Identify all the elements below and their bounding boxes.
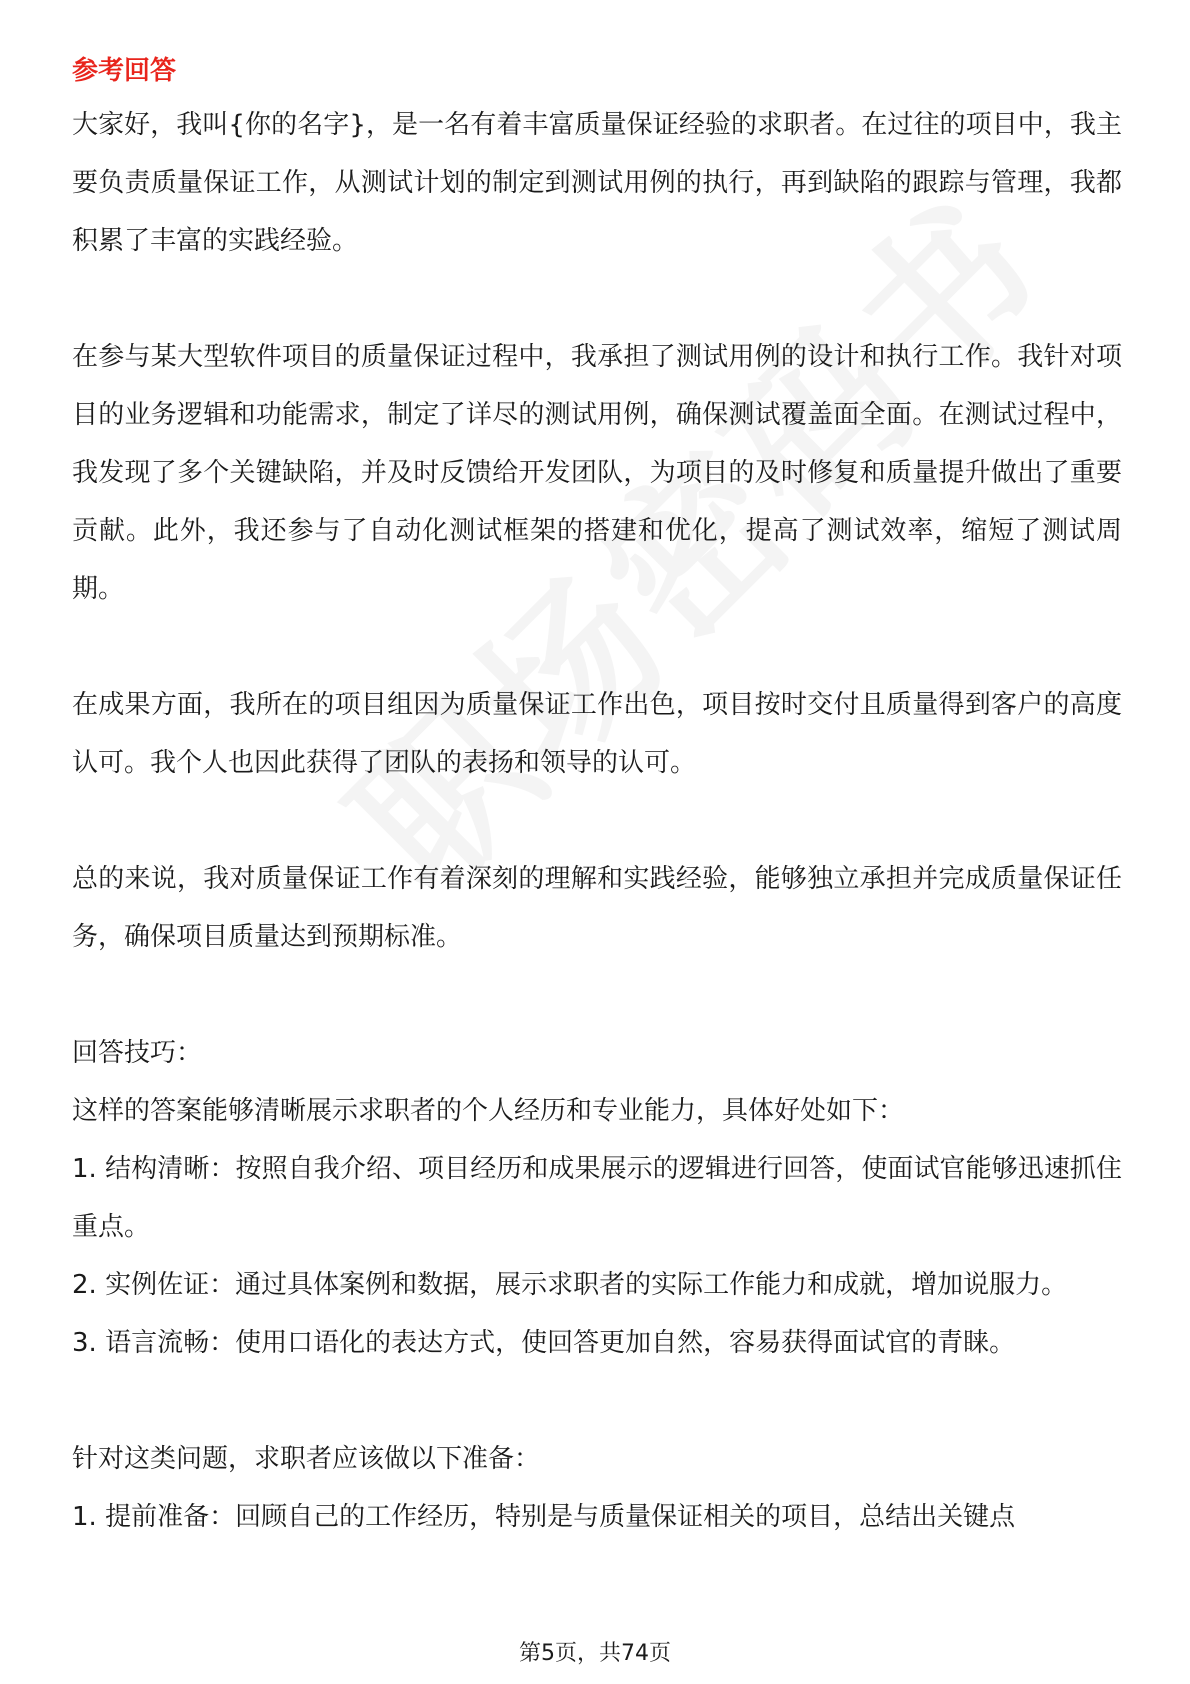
page-number: 第5页，共74页: [519, 1641, 671, 1666]
prep-intro: 针对这类问题，求职者应该做以下准备：: [72, 1444, 541, 1474]
answer-paragraph: 在参与某大型软件项目的质量保证过程中，我承担了测试用例的设计和执行工作。我针对项目的业务逻辑和功能需求，制定了详尽的测试用例，确保测试覆盖面全面。在测试过程中，我发现了多个关键缺陷，并及时反馈给开发团队，为项目的及时修复和质量提升做出了重要贡献。此外，我还参与了自动化测试框架的搭建和优化，提高了测试效率，缩短了测试周期。: [72, 342, 1122, 604]
page-content: [72, 48, 1122, 1546]
tips-intro: 这样的答案能够清晰展示求职者的个人经历和专业能力，具体好处如下：: [72, 1096, 905, 1126]
tips-title: 回答技巧：: [72, 1038, 203, 1068]
tips-item: 1. 结构清晰：按照自我介绍、项目经历和成果展示的逻辑进行回答，使面试官能够迅速抓住重点。: [72, 1154, 1122, 1242]
answer-paragraph: 大家好，我叫{你的名字}，是一名有着丰富质量保证经验的求职者。在过往的项目中，我主要负责质量保证工作，从测试计划的制定到测试用例的执行，再到缺陷的跟踪与管理，我都积累了丰富的实践经验。: [72, 110, 1122, 256]
tips-item: 2. 实例佐证：通过具体案例和数据，展示求职者的实际工作能力和成就，增加说服力。: [72, 1270, 1068, 1300]
prep-item: 1. 提前准备：回顾自己的工作经历，特别是与质量保证相关的项目，总结出关键点: [72, 1502, 1016, 1532]
section-heading: 参考回答: [72, 56, 177, 86]
spacer: [72, 1372, 1122, 1430]
tips-item: 3. 语言流畅：使用口语化的表达方式，使回答更加自然，容易获得面试官的青睐。: [72, 1328, 1016, 1358]
answer-paragraph: 在成果方面，我所在的项目组因为质量保证工作出色，项目按时交付且质量得到客户的高度认可。我个人也因此获得了团队的表扬和领导的认可。: [72, 690, 1122, 778]
answer-paragraph: 总的来说，我对质量保证工作有着深刻的理解和实践经验，能够独立承担并完成质量保证任务，确保项目质量达到预期标准。: [72, 864, 1122, 952]
